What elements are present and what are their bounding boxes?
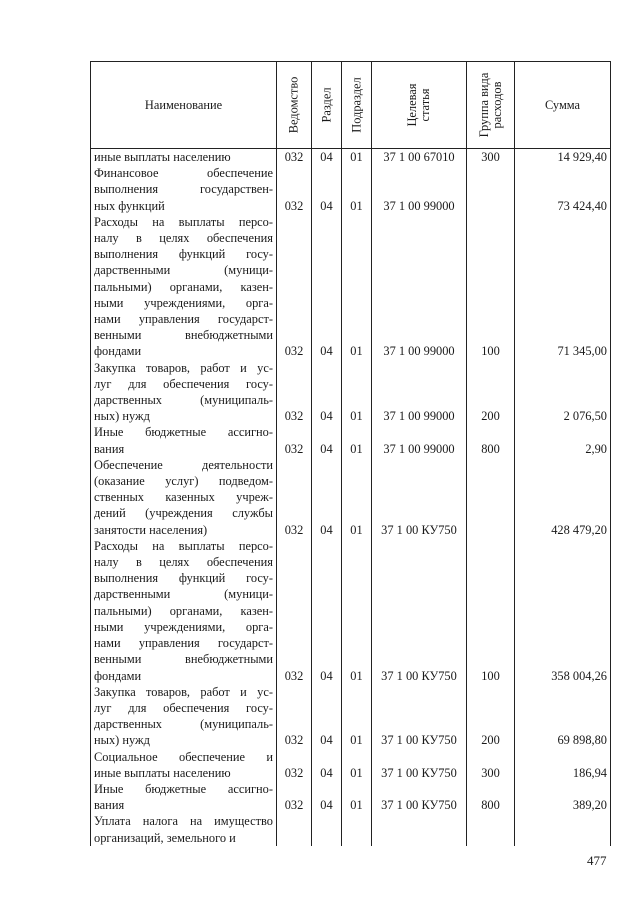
row-name-line: Закупка товаров, работ и ус- [94,684,273,699]
row-name [91,165,277,214]
row-celevaya: 37 1 00 67010 [372,149,467,166]
row-name-line: Финансовое обеспечение [94,166,273,181]
row-name-line: ными учреждениями, орга- [94,295,273,310]
row-name-line: дарственных (муниципаль- [94,717,273,732]
header-razdel [312,62,342,149]
row-name-line: нами управления государст- [94,312,273,327]
row-name-line: иные выплаты населению [94,150,231,164]
row-name-line: дарственными (муници- [94,263,273,278]
row-podrazdel [342,813,372,845]
row-vedomstvo: 032 [277,149,312,166]
header-vedomstvo [277,62,312,149]
row-name-line: фондами [94,344,142,359]
row-name-line: (оказание услуг) подведом- [94,474,273,489]
row-razdel: 04 [312,214,342,360]
table-row [91,813,611,845]
header-vedomstvo-text: Ведомство [286,76,301,134]
row-summa: 186,94 [515,749,611,781]
row-razdel: 04 [312,538,342,684]
row-gruppa: 800 [467,424,515,456]
row-name [91,360,277,425]
table-row [91,781,611,813]
row-name-line: луг для обеспечения госу- [94,376,273,391]
row-gruppa: 100 [467,538,515,684]
row-name-line: Расходы на выплаты персо- [94,214,273,229]
row-razdel [312,813,342,845]
row-name-line: дарственными (муници- [94,587,273,602]
row-razdel: 04 [312,360,342,425]
table-body [91,149,611,846]
row-name-line: пальными) органами, казен- [94,603,273,618]
table-row [91,538,611,684]
row-razdel: 04 [312,781,342,813]
row-name-line: ных) нужд [94,733,150,748]
row-razdel: 04 [312,457,342,538]
row-name-line: венными внебюджетными [94,652,273,667]
row-name-line: вания [94,798,125,813]
row-summa: 428 479,20 [515,457,611,538]
row-celevaya: 37 1 00 99000 [372,165,467,214]
budget-table [90,61,611,846]
table-row [91,149,611,166]
table-row [91,214,611,360]
table-row [91,165,611,214]
row-name-line: ными учреждениями, орга- [94,619,273,634]
row-name-line: организаций, земельного и [94,830,236,845]
row-podrazdel: 01 [342,684,372,749]
row-name [91,424,277,456]
row-name-line: фондами [94,668,142,683]
header-name: Наименование [91,62,277,149]
row-podrazdel: 01 [342,749,372,781]
row-vedomstvo: 032 [277,538,312,684]
row-name [91,813,277,845]
table-header-row [91,62,611,149]
row-summa [515,813,611,845]
row-vedomstvo: 032 [277,214,312,360]
row-name-line: Закупка товаров, работ и ус- [94,360,273,375]
row-celevaya: 37 1 00 КУ750 [372,684,467,749]
row-name-line: иные выплаты населению [94,765,231,780]
page-number: 477 [587,853,607,868]
table-row [91,749,611,781]
header-podrazdel-text: Подраздел [349,77,363,133]
row-name-line: дений (учреждения службы [94,506,273,521]
row-podrazdel: 01 [342,457,372,538]
row-podrazdel: 01 [342,781,372,813]
row-gruppa [467,165,515,214]
row-name-line: налу в целях обеспечения [94,231,273,246]
header-summa: Сумма [515,62,611,149]
row-summa: 389,20 [515,781,611,813]
row-gruppa: 300 [467,749,515,781]
row-name-line: дарственных (муниципаль- [94,393,273,408]
row-razdel: 04 [312,749,342,781]
table-row [91,424,611,456]
row-podrazdel: 01 [342,214,372,360]
row-razdel: 04 [312,684,342,749]
row-gruppa: 200 [467,360,515,425]
row-razdel: 04 [312,165,342,214]
row-name-line: Уплата налога на имущество [94,814,273,829]
row-name-line: Обеспечение деятельности [94,457,273,472]
row-vedomstvo: 032 [277,457,312,538]
row-name [91,749,277,781]
row-name-line: ных) нужд [94,409,150,424]
row-name [91,781,277,813]
row-gruppa [467,457,515,538]
row-podrazdel: 01 [342,165,372,214]
row-name [91,149,277,166]
row-name-line: Расходы на выплаты персо- [94,538,273,553]
header-gruppa-text: Группа вида расходов [476,72,504,138]
row-name-line: занятости населения) [94,522,208,537]
row-celevaya: 37 1 00 КУ750 [372,457,467,538]
row-name-line: налу в целях обеспечения [94,555,273,570]
row-gruppa: 200 [467,684,515,749]
row-name [91,684,277,749]
row-podrazdel: 01 [342,538,372,684]
row-razdel: 04 [312,149,342,166]
row-vedomstvo [277,813,312,845]
row-name-line: ственных казенных учреж- [94,490,273,505]
row-name-line: выполнения функций госу- [94,247,273,262]
row-name-line: луг для обеспечения госу- [94,700,273,715]
row-name-line: Социальное обеспечение и [94,749,273,764]
table-row [91,457,611,538]
row-vedomstvo: 032 [277,165,312,214]
header-razdel-text: Раздел [319,87,333,123]
row-summa: 14 929,40 [515,149,611,166]
table-row [91,360,611,425]
row-vedomstvo: 032 [277,424,312,456]
row-summa: 2,90 [515,424,611,456]
row-name [91,538,277,684]
header-podrazdel [342,62,372,149]
row-podrazdel: 01 [342,424,372,456]
row-podrazdel: 01 [342,360,372,425]
row-name-line: Иные бюджетные ассигно- [94,425,273,440]
row-vedomstvo: 032 [277,360,312,425]
row-celevaya: 37 1 00 99000 [372,424,467,456]
header-celevaya-text: Целевая статья [405,83,432,127]
row-celevaya [372,813,467,845]
row-name-line: вания [94,441,125,456]
row-gruppa: 100 [467,214,515,360]
row-name-line: пальными) органами, казен- [94,279,273,294]
row-name [91,214,277,360]
row-gruppa: 300 [467,149,515,166]
row-name [91,457,277,538]
row-gruppa: 800 [467,781,515,813]
header-gruppa [467,62,515,149]
row-name-line: Иные бюджетные ассигно- [94,781,273,796]
row-celevaya: 37 1 00 КУ750 [372,749,467,781]
row-vedomstvo: 032 [277,684,312,749]
table-row [91,684,611,749]
row-summa: 73 424,40 [515,165,611,214]
row-summa: 358 004,26 [515,538,611,684]
row-name-line: выполнения государствен- [94,182,273,197]
row-summa: 71 345,00 [515,214,611,360]
row-vedomstvo: 032 [277,781,312,813]
row-summa: 2 076,50 [515,360,611,425]
row-celevaya: 37 1 00 99000 [372,214,467,360]
row-celevaya: 37 1 00 99000 [372,360,467,425]
row-name-line: ных функций [94,198,165,213]
row-podrazdel: 01 [342,149,372,166]
row-summa: 69 898,80 [515,684,611,749]
row-name-line: нами управления государст- [94,636,273,651]
row-razdel: 04 [312,424,342,456]
row-vedomstvo: 032 [277,749,312,781]
header-celevaya [372,62,467,149]
row-name-line: венными внебюджетными [94,328,273,343]
row-name-line: выполнения функций госу- [94,571,273,586]
row-celevaya: 37 1 00 КУ750 [372,538,467,684]
row-celevaya: 37 1 00 КУ750 [372,781,467,813]
row-gruppa [467,813,515,845]
